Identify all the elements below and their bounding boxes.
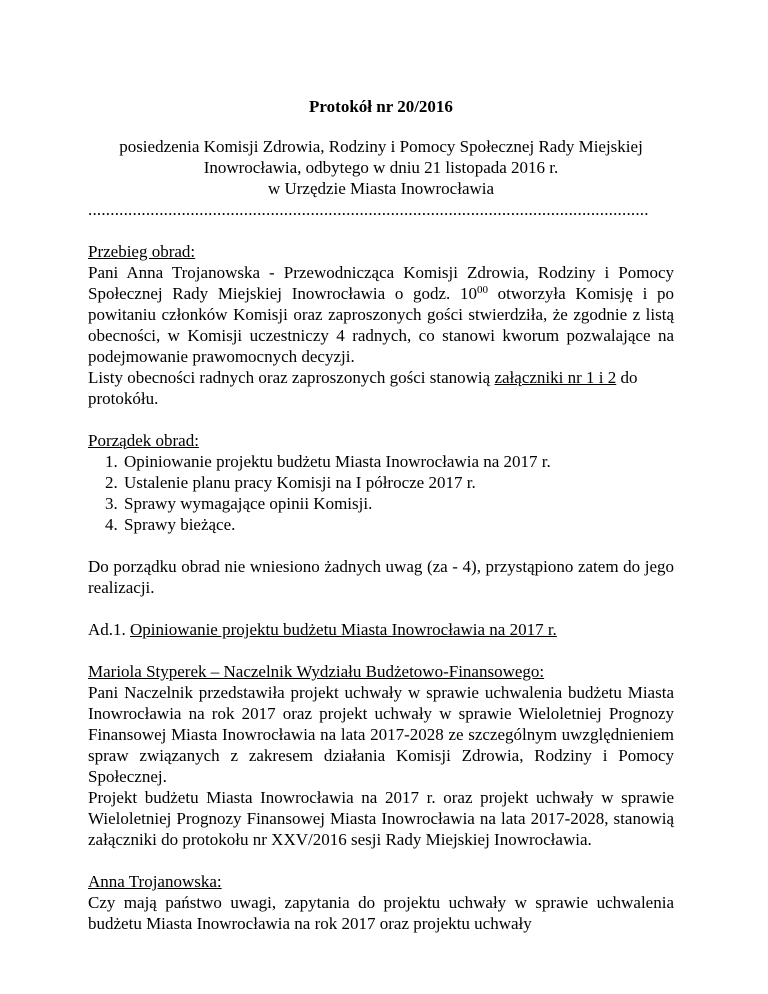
subtitle-line: w Urzędzie Miasta Inowrocławia xyxy=(267,179,495,198)
attachments-text: Listy obecności radnych oraz zaproszonych gości stanowią xyxy=(88,368,495,387)
document-subtitle xyxy=(88,136,674,199)
agenda-item: 2. Ustalenie planu pracy Komisji na I półrocze 2017 r. xyxy=(122,472,674,493)
przebieg-paragraph xyxy=(88,262,674,367)
styperek-section xyxy=(88,661,674,850)
document-title: Protokół nr 20/2016 xyxy=(309,97,453,116)
agenda-list xyxy=(88,451,674,535)
przebieg-text: otworzyła Komisję i po powitaniu członków Komisji oraz zaproszonych gości stwierdziła, że zgodnie z listą obecności, w Komisji uczestniczy 4 radnych, co stanowi kworum pozwalające na podejmowanie prawomocnych decyzji. xyxy=(88,284,675,366)
styperek-paragraph: Projekt budżetu Miasta Inowrocławia na 2017 r. oraz projekt uchwały w sprawie Wieloletniej Prognozy Finansowej Miasta Inowrocławia na lata 2017-2028, stanowią załączniki do protokołu nr XXV/2016 sesji Rady Miejskiej Inowrocławia. xyxy=(88,788,674,849)
styperek-paragraph: Pani Naczelnik przedstawiła projekt uchwały w sprawie uchwalenia budżetu Miasta Inowrocławia na rok 2017 oraz projekt uchwały w sprawie Wieloletniej Prognozy Finansowej Miasta Inowrocławia na lata 2017-2028 ze szczególnym uwzględnieniem spraw związanych z zakresem działania Komisji Zdrowia, Rodziny i Pomocy Społecznej. xyxy=(88,683,674,786)
ad1-title: Opiniowanie projektu budżetu Miasta Inowrocławia na 2017 r. xyxy=(130,620,557,639)
przebieg-section xyxy=(88,241,674,409)
porzadek-heading: Porządek obrad: xyxy=(88,431,199,450)
uwagi-paragraph: Do porządku obrad nie wniesiono żadnych uwag (za - 4), przystąpiono zatem do jego realizacji. xyxy=(88,557,674,597)
dotted-separator: .............................................................................................................................. xyxy=(88,200,649,219)
przebieg-text: Pani Anna Trojanowska - Przewodnicząca Komisji Zdrowia, Rodziny i Pomocy Społecznej Rady Miejskiej Inowrocławia o godz. 10 xyxy=(88,263,674,303)
ad1-heading xyxy=(88,619,674,640)
attachments-reference: załączniki nr 1 i 2 xyxy=(494,368,617,387)
subtitle-line: posiedzenia Komisji Zdrowia, Rodziny i Pomocy Społecznej Rady Miejskiej xyxy=(119,137,643,156)
trojanowska-section xyxy=(88,871,674,934)
subtitle-line: Inowrocławia, odbytego w dniu 21 listopada 2016 r. xyxy=(203,158,559,177)
trojanowska-paragraph: Czy mają państwo uwagi, zapytania do projektu uchwały w sprawie uchwalenia budżetu Miasta Inowrocławia na rok 2017 oraz projektu uchwały xyxy=(88,893,674,933)
time-superscript: 00 xyxy=(477,284,488,296)
ad1-section xyxy=(88,619,674,640)
attachments-paragraph xyxy=(88,367,674,409)
uwagi-section xyxy=(88,556,674,598)
ad1-prefix: Ad.1. xyxy=(88,620,131,639)
porzadek-section xyxy=(88,430,674,535)
document-page xyxy=(88,96,674,934)
agenda-item: 1. Opiniowanie projektu budżetu Miasta Inowrocławia na 2017 r. xyxy=(122,451,674,472)
speaker-styperek: Mariola Styperek – Naczelnik Wydziału Budżetowo-Finansowego: xyxy=(88,662,545,681)
agenda-item: 3. Sprawy wymagające opinii Komisji. xyxy=(122,493,674,514)
attachments-text: do protokółu. xyxy=(88,368,638,408)
speaker-trojanowska: Anna Trojanowska: xyxy=(88,872,222,891)
agenda-item: 4. Sprawy bieżące. xyxy=(122,514,674,535)
przebieg-heading: Przebieg obrad: xyxy=(88,242,196,261)
